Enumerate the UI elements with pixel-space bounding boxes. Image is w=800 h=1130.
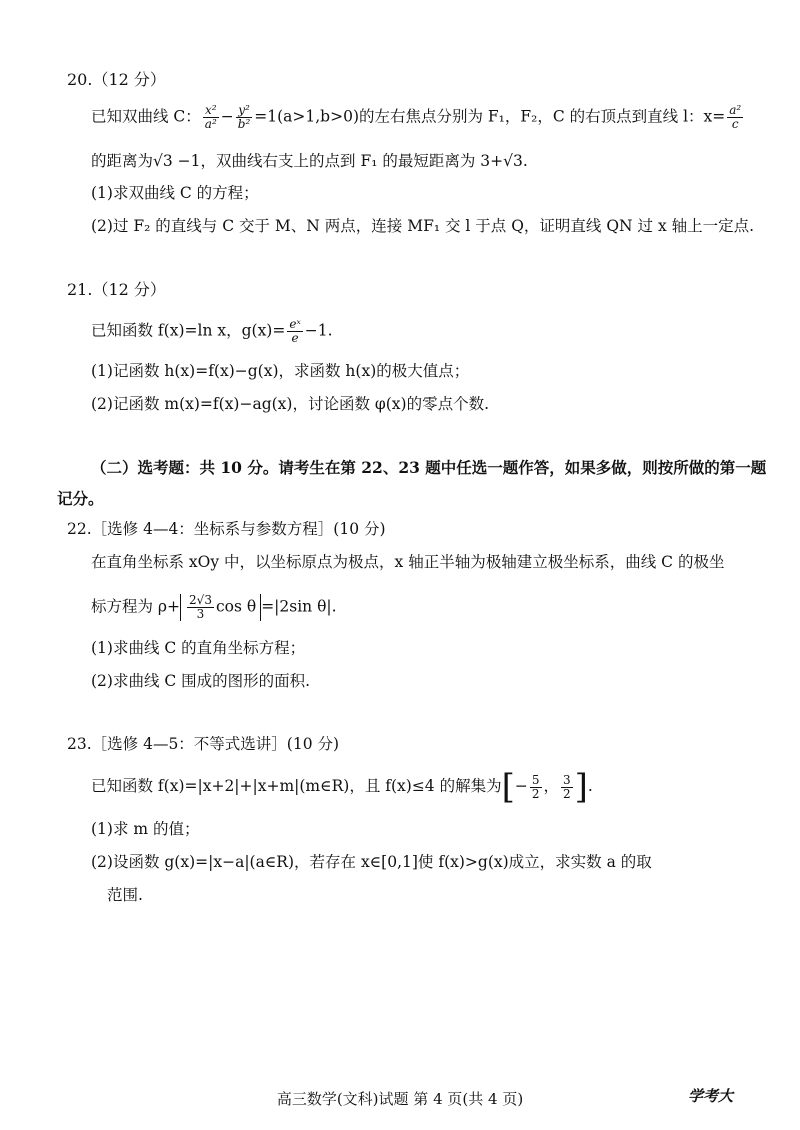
q23-frac2 [561,774,573,801]
q20-line1-pre: 已知双曲线 C： [91,107,201,126]
brand-logo-text: 学考大 [688,1087,734,1105]
q20-line1: 已知双曲线 C： $\frac{\text{x²}}{\text{a²}}$ − $\frac{\text{y²}}{\text{b²}}$ =1(a>1,b>0)的左右焦点分别为 F₁，F₂，C 的右顶点到直线 l：x= $\frac{\text{a²}}{c}$ [91,103,742,131]
elective-line1: （二）选考题：共 10 分。请考生在第 22、23 题中任选一题作答，如果多做，则按所做的第一题 [91,458,767,477]
q21-header: 21.（12 分） [67,280,166,299]
q21-frac-den: e [291,331,299,345]
q22-part1: (1)求曲线 C 的直角坐标方程； [91,639,306,657]
q23-line1 [91,767,593,807]
q22-line1: 在直角坐标系 xOy 中，以坐标原点为极点，x 轴正半轴为极轴建立极坐标系，曲线 C 的极坐 [91,553,725,571]
q20-frac-a2c-den: c [731,117,739,131]
elective-line2: 记分。 [57,489,104,508]
q20-part1: (1)求双曲线 C 的方程； [91,184,259,202]
q20-frac-x-num: x² [204,103,217,117]
q20-frac-a2c [727,104,743,131]
q20-line2: 的距离为√3 −1，双曲线右支上的点到 F₁ 的最短距离为 3+√3. [91,152,528,170]
q22-frac-den: 3 [196,607,205,621]
q20-frac-a2c-num: a² [729,103,742,117]
q23-comma: ， [543,777,560,795]
q22-part2: (2)求曲线 C 围成的图形的面积. [91,672,311,690]
q20-frac-y [236,104,253,131]
q23-right-bracket: ] [574,767,588,807]
q23-part2b: 范围. [107,886,143,904]
q23-header: 23.［选修 4—5：不等式选讲］(10 分) [67,735,340,753]
q23-frac1-num: 5 [531,772,540,787]
q21-line1 [91,318,333,345]
q23-frac2-num: 3 [563,772,571,787]
q21-line1-pre: 已知函数 f(x)=ln x，g(x)= [91,321,286,340]
q23-left-bracket: [ [501,767,515,807]
q20-frac-y-den: b² [237,117,251,131]
q20-line1-mid: =1(a>1,b>0)的左右焦点分别为 F₁，F₂，C 的右顶点到直线 l：x= [254,107,726,126]
q20-part2: (2)过 F₂ 的直线与 C 交于 M、N 两点，连接 MF₁ 交 l 于点 Q，证明直线 QN 过 x 轴上一定点. [91,217,755,235]
q23-line1-post: . [587,777,593,795]
q22-abs-group [180,594,261,621]
q21-part1: (1)记函数 h(x)=f(x)−g(x)，求函数 h(x)的极大值点； [91,362,470,380]
q22-frac [187,594,214,621]
q23-part2a: (2)设函数 g(x)=|x−a|(a∈R)，若存在 x∈[0,1]使 f(x)>g(x)成立，求实数 a 的取 [91,853,652,871]
q21-part2: (2)记函数 m(x)=f(x)−ag(x)，讨论函数 φ(x)的零点个数. [91,395,490,413]
page-footer: 高三数学(文科)试题 第 4 页(共 4 页) [276,1090,524,1108]
q22-line2-pre: 标方程为 ρ+ [91,597,181,616]
q23-part1: (1)求 m 的值； [91,820,200,838]
q22-line2-post: =|2sin θ|. [261,597,337,616]
q22-header: 22.［选修 4—4：坐标系与参数方程］(10 分) [67,520,386,538]
q21-line1-post: −1. [304,321,333,340]
q21-frac-num: eˣ [289,317,301,331]
q20-header: 20.（12 分） [67,70,166,89]
q20-frac-x-den: a² [204,117,217,131]
q23-frac1-den: 2 [531,786,540,801]
q23-neg: − [514,777,528,795]
q21-frac [287,318,302,345]
q23-line1-pre: 已知函数 f(x)=|x+2|+|x+m|(m∈R)，且 f(x)≤4 的解集为 [91,777,502,795]
q23-frac2-den: 2 [563,786,571,801]
q20-frac-x [203,104,219,131]
q20-frac-y-num: y² [238,103,250,117]
q22-line2 [91,594,337,621]
q22-frac-num: 2√3 [189,593,212,607]
q23-frac1 [530,774,542,801]
q22-cos: cos θ [215,597,257,616]
